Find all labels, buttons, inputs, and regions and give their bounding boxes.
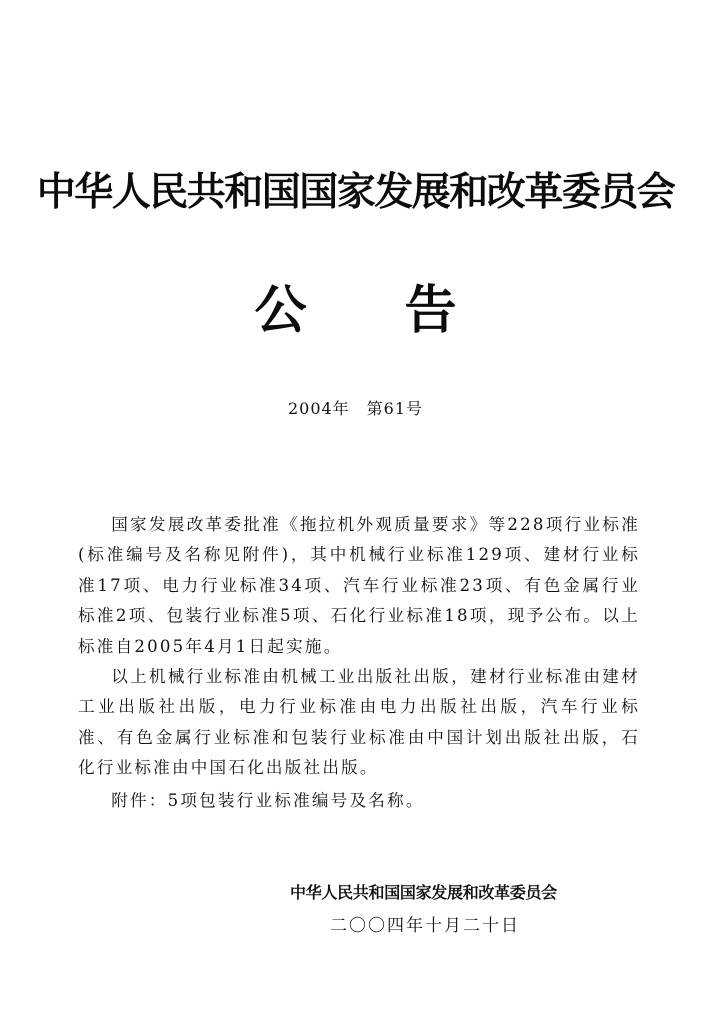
- attachment-note: 附件：5项包装行业标准编号及名称。: [111, 790, 425, 810]
- document-body: [78, 510, 640, 816]
- body-paragraph: 国家发展改革委批准《拖拉机外观质量要求》等228项行业标准(标准编号及名称见附件)，其中机械行业标准129项、建材行业标准17项、电力行业标准34项、汽车行业标准23项、有色金属行业标准2项、包装行业标准5项、石化行业标准18项，现予公布。以上标准自2005年4月1日起实施。: [78, 515, 640, 656]
- signature-date: 二〇〇四年十月二十日: [330, 916, 520, 936]
- announcement-number: 2004年 第61号: [287, 399, 424, 418]
- body-paragraph: 以上机械行业标准由机械工业出版社出版，建材行业标准由建材工业出版社出版，电力行业标准由电力出版社出版，汽车行业标准、有色金属行业标准和包装行业标准由中国计划出版社出版，石化行业标准由中国石化出版社出版。: [78, 667, 640, 778]
- document-title: 中华人民共和国国家发展和改革委员会: [36, 170, 675, 215]
- document-subtitle: 公告: [254, 281, 555, 341]
- signature-organization: 中华人民共和国国家发展和改革委员会: [290, 883, 557, 902]
